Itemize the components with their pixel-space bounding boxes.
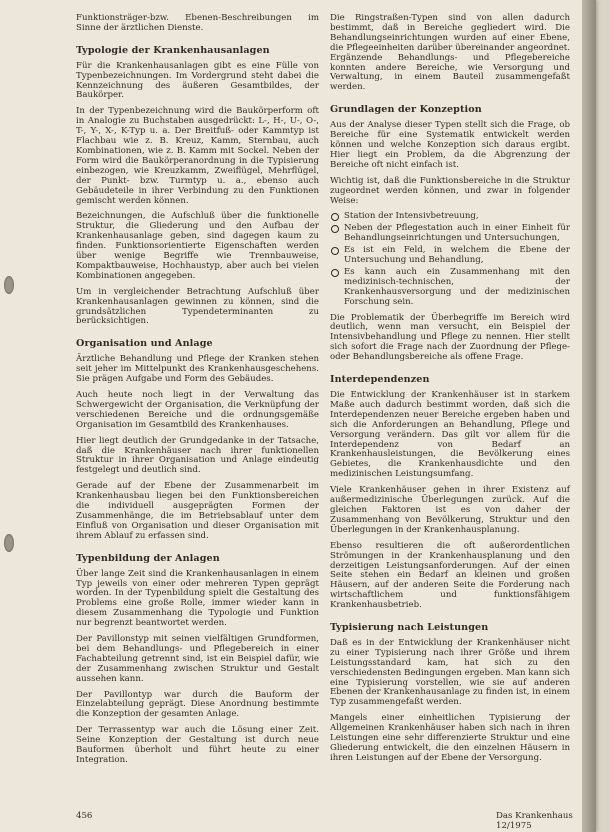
list-item <box>330 212 570 222</box>
list-item <box>330 246 570 266</box>
punch-hole <box>4 276 14 294</box>
list-item <box>330 224 570 244</box>
paragraph: Ärztliche Behandlung und Pflege der Kranken stehen seit jeher im Mittelpunkt des Krankenhausgeschehens. Sie prägen Aufgabe und Form des Gebäudes. <box>76 354 319 385</box>
list-item-text: Station der Intensivbetreuung, <box>344 211 479 222</box>
paragraph: Um in vergleichender Betrachtung Aufschluß über Krankenhausanlagen gewinnen zu können, sind die grundsätzlichen Typendeterminanten zu berücksichtigen. <box>76 286 319 327</box>
section-heading: Typisierung nach Leistungen <box>330 622 489 634</box>
circle-bullet-icon <box>331 269 339 277</box>
paragraph: Die Entwicklung der Krankenhäuser ist in starkem Maße auch dadurch bestimmt worden, daß sich die Interdependenzen neuer Bereiche ergeben haben und sich die Anforderungen an Behandlung, Pflege und Versorgung verändern. Das gilt vor allem für die Interdependenz von Bedarf an Krankenhausleistungen, die Bevölkerung eines Gebietes, die Krankenhausdichte und den medizinischen Leistungsumfang. <box>330 390 570 480</box>
list-item <box>330 268 570 308</box>
circle-bullet-icon <box>331 247 339 255</box>
paragraph: Über lange Zeit sind die Krankenhausanlagen in einem Typ jeweils von einer oder mehreren Typen geprägt worden. In der Typenbildung spielt die Gestaltung des Problems eine große Rolle, immer wieder kann in diesem Zusammenhang die Typologie und Funktion nur begrenzt beantwortet werden. <box>76 568 319 629</box>
paragraph: Der Terrassentyp war auch die Lösung einer Zeit. Seine Konzeption der Gestaltung ist durch neue Bauformen überholt und führt heute zu einer Integration. <box>76 725 319 765</box>
list-item-text: Es kann auch ein Zusammenhang mit den medizinisch-technischen, der Krankenhausversorgung und der medizinischen Forschung sein. <box>344 266 570 307</box>
paragraph: Ebenso resultieren die oft außerordentlichen Strömungen in der Krankenhausplanung und den derzeitigen Leistungsanforderungen. Auf der einen Seite stehen ein Bedarf an kleinen und großen Häusern, auf der anderen Seite die Forderung nach wirtschaftlichem und funktionsfähigem Krankenhausbetrieb. <box>330 540 570 611</box>
paragraph: Die Problematik der Überbegriffe im Bereich wird deutlich, wenn man versucht, ein Beispiel der Intensivbehandlung und Pflege zu nennen. Hier stellt sich sofort die Frage nach der Zuordnung der Pflege- oder Behandlungsbereiche als offene Frage. <box>330 312 570 363</box>
section-heading: Grundlagen der Konzeption <box>330 104 482 116</box>
journal-footer: Das Krankenhaus 12/1975 <box>496 811 573 831</box>
left-column <box>76 14 319 772</box>
paragraph: Mangels einer einheitlichen Typisierung der Allgemeinen Krankenhäuser haben sich nach in ihren Leistungen eine sehr differenzierte Struktur und eine Gliederung entwickelt, die den einzelnen Häusern in ihren Leistungen auf der Ebene der Versorgung. <box>330 713 570 763</box>
punch-hole <box>4 534 14 552</box>
section-heading: Typenbildung der Anlagen <box>76 552 220 564</box>
bullet-list <box>330 212 570 307</box>
binding-gutter <box>582 0 596 832</box>
paragraph: Der Pavillonstyp mit seinen vielfältigen Grundformen, bei dem Behandlungs- und Pflegebereich in einer Fachabteilung getrennt sind, ist ein Beispiel dafür, wie der Zusammenhang zwischen Struktur und Gestalt aussehen kann. <box>76 634 319 684</box>
paragraph: Für die Krankenhausanlagen gibt es eine Fülle von Typenbezeichnungen. Im Vordergrund steht dabei die Kennzeichnung des äußeren Gesamtbildes, der Baukörper. <box>76 60 319 101</box>
section-heading: Typologie der Krankenhausanlagen <box>76 44 270 56</box>
list-item-text: Es ist ein Feld, in welchem die Ebene der Untersuchung und Behandlung, <box>344 245 570 266</box>
paragraph: Daß es in der Entwicklung der Krankenhäuser nicht zu einer Typisierung nach ihrer Größe und ihrem Leistungsstandard kam, hat sich zu den verschiedensten Bedingungen ergeben. Man kann sich eine Typisierung vorstellen, wie sie auf anderen Ebenen der Krankenhausanlage zu finden ist, in einem Typ zusammengefaßt werden. <box>330 637 570 708</box>
page-number: 456 <box>76 811 93 821</box>
paragraph: Viele Krankenhäuser gehen in ihrer Existenz auf außermedizinische Überlegungen zurück. Auf die gleichen Faktoren ist es von daher der Zusammenhang von Bevölkerung, Struktur und den Überlegungen in der Krankenhausplanung. <box>330 485 570 535</box>
circle-bullet-icon <box>331 213 339 221</box>
list-item-text: Neben der Pflegestation auch in einer Einheit für Behandlungseinrichtungen und Untersuchungen, <box>344 223 570 244</box>
right-column <box>330 14 570 770</box>
paragraph: Aus der Analyse dieser Typen stellt sich die Frage, ob Bereiche für eine Systematik entwickelt werden können und welche Konzeption sich daraus ergibt. Hier liegt ein Problem, da die Abgrenzung der Bereiche oft nicht einfach ist. <box>330 120 570 170</box>
section-heading: Organisation und Anlage <box>76 338 213 350</box>
paragraph: Die Ringstraßen-Typen sind von allen dadurch bestimmt, daß in Bereiche gegliedert wird. Die Behandlungseinrichtungen wurden auf einer Ebene, die Pflegeeinheiten darüber übereinander angeordnet. Ergänzende Behandlungs- und Pflegebereiche konnten andere Bereiche, wie Versorgung und Verwaltung, in einem Bauteil zusammengefaßt werden. <box>330 13 570 93</box>
paragraph: Der Pavillontyp war durch die Bauform der Einzelabteilung geprägt. Diese Anordnung bestimmte die Konzeption der gesamten Anlage. <box>76 689 319 720</box>
paragraph: Funktionsträger-bzw. Ebenen-Beschreibungen im Sinne der ärztlichen Dienste. <box>76 13 319 33</box>
paragraph: Wichtig ist, daß die Funktionsbereiche in die Struktur zugeordnet werden können, und zwar in folgender Weise: <box>330 175 570 206</box>
paragraph: Gerade auf der Ebene der Zusammenarbeit im Krankenhausbau liegen bei den Funktionsbereichen die individuell ausgeprägten Formen der Zusammenhänge, die im Betriebsablauf unter dem Einfluß von Organisation und dieser Organisation mit ihrem Ablauf zu erfassen sind. <box>76 481 319 541</box>
circle-bullet-icon <box>331 225 339 233</box>
paragraph: Bezeichnungen, die Aufschluß über die funktionelle Struktur, die Gliederung und den Aufbau der Krankenhausanlage geben, sind dagegen kaum zu finden. Funktionsorientierte Eigenschaften werden über wenige Begriffe wie Trennbauweise, Kompaktbauweise, Hochhaustyp, aber auch bei vielen Kombinationen angegeben. <box>76 211 319 281</box>
section-heading: Interdependenzen <box>330 374 430 386</box>
paragraph: Auch heute noch liegt in der Verwaltung das Schwergewicht der Organisation, die Verknüpfung der verschiedenen Bereiche und die ordnungsgemäße Organisation im Gesamtbild des Krankenhauses. <box>76 390 319 430</box>
paragraph: Hier liegt deutlich der Grundgedanke in der Tatsache, daß die Krankenhäuser nach ihrer funktionellen Struktur in ihrer Organisation und Anlage eindeutig festgelegt und deutlich sind. <box>76 435 319 476</box>
paragraph: In der Typenbezeichnung wird die Baukörperform oft in Analogie zu Buchstaben ausgedrückt: L-, H-, U-, O-, T-, Y-, X-, K-Typ u. a. Der Breitfuß- oder Kammtyp ist Flachbau wie z. B. Kreuz, Kamm, Sternbau, auch Kombinationen, wie z. B. Kamm mit Sockel. Neben der Form wird die Baukörperanordnung in die Typisierung einbezogen, wie Kreuzkamm, Zweiflügel, Mehrflügel, der Punkt- bzw. Turmtyp u. a., ebenso auch Gebäudeteile in ihrer Verbindung zu den Funktionen gemischt werden können. <box>76 106 319 206</box>
